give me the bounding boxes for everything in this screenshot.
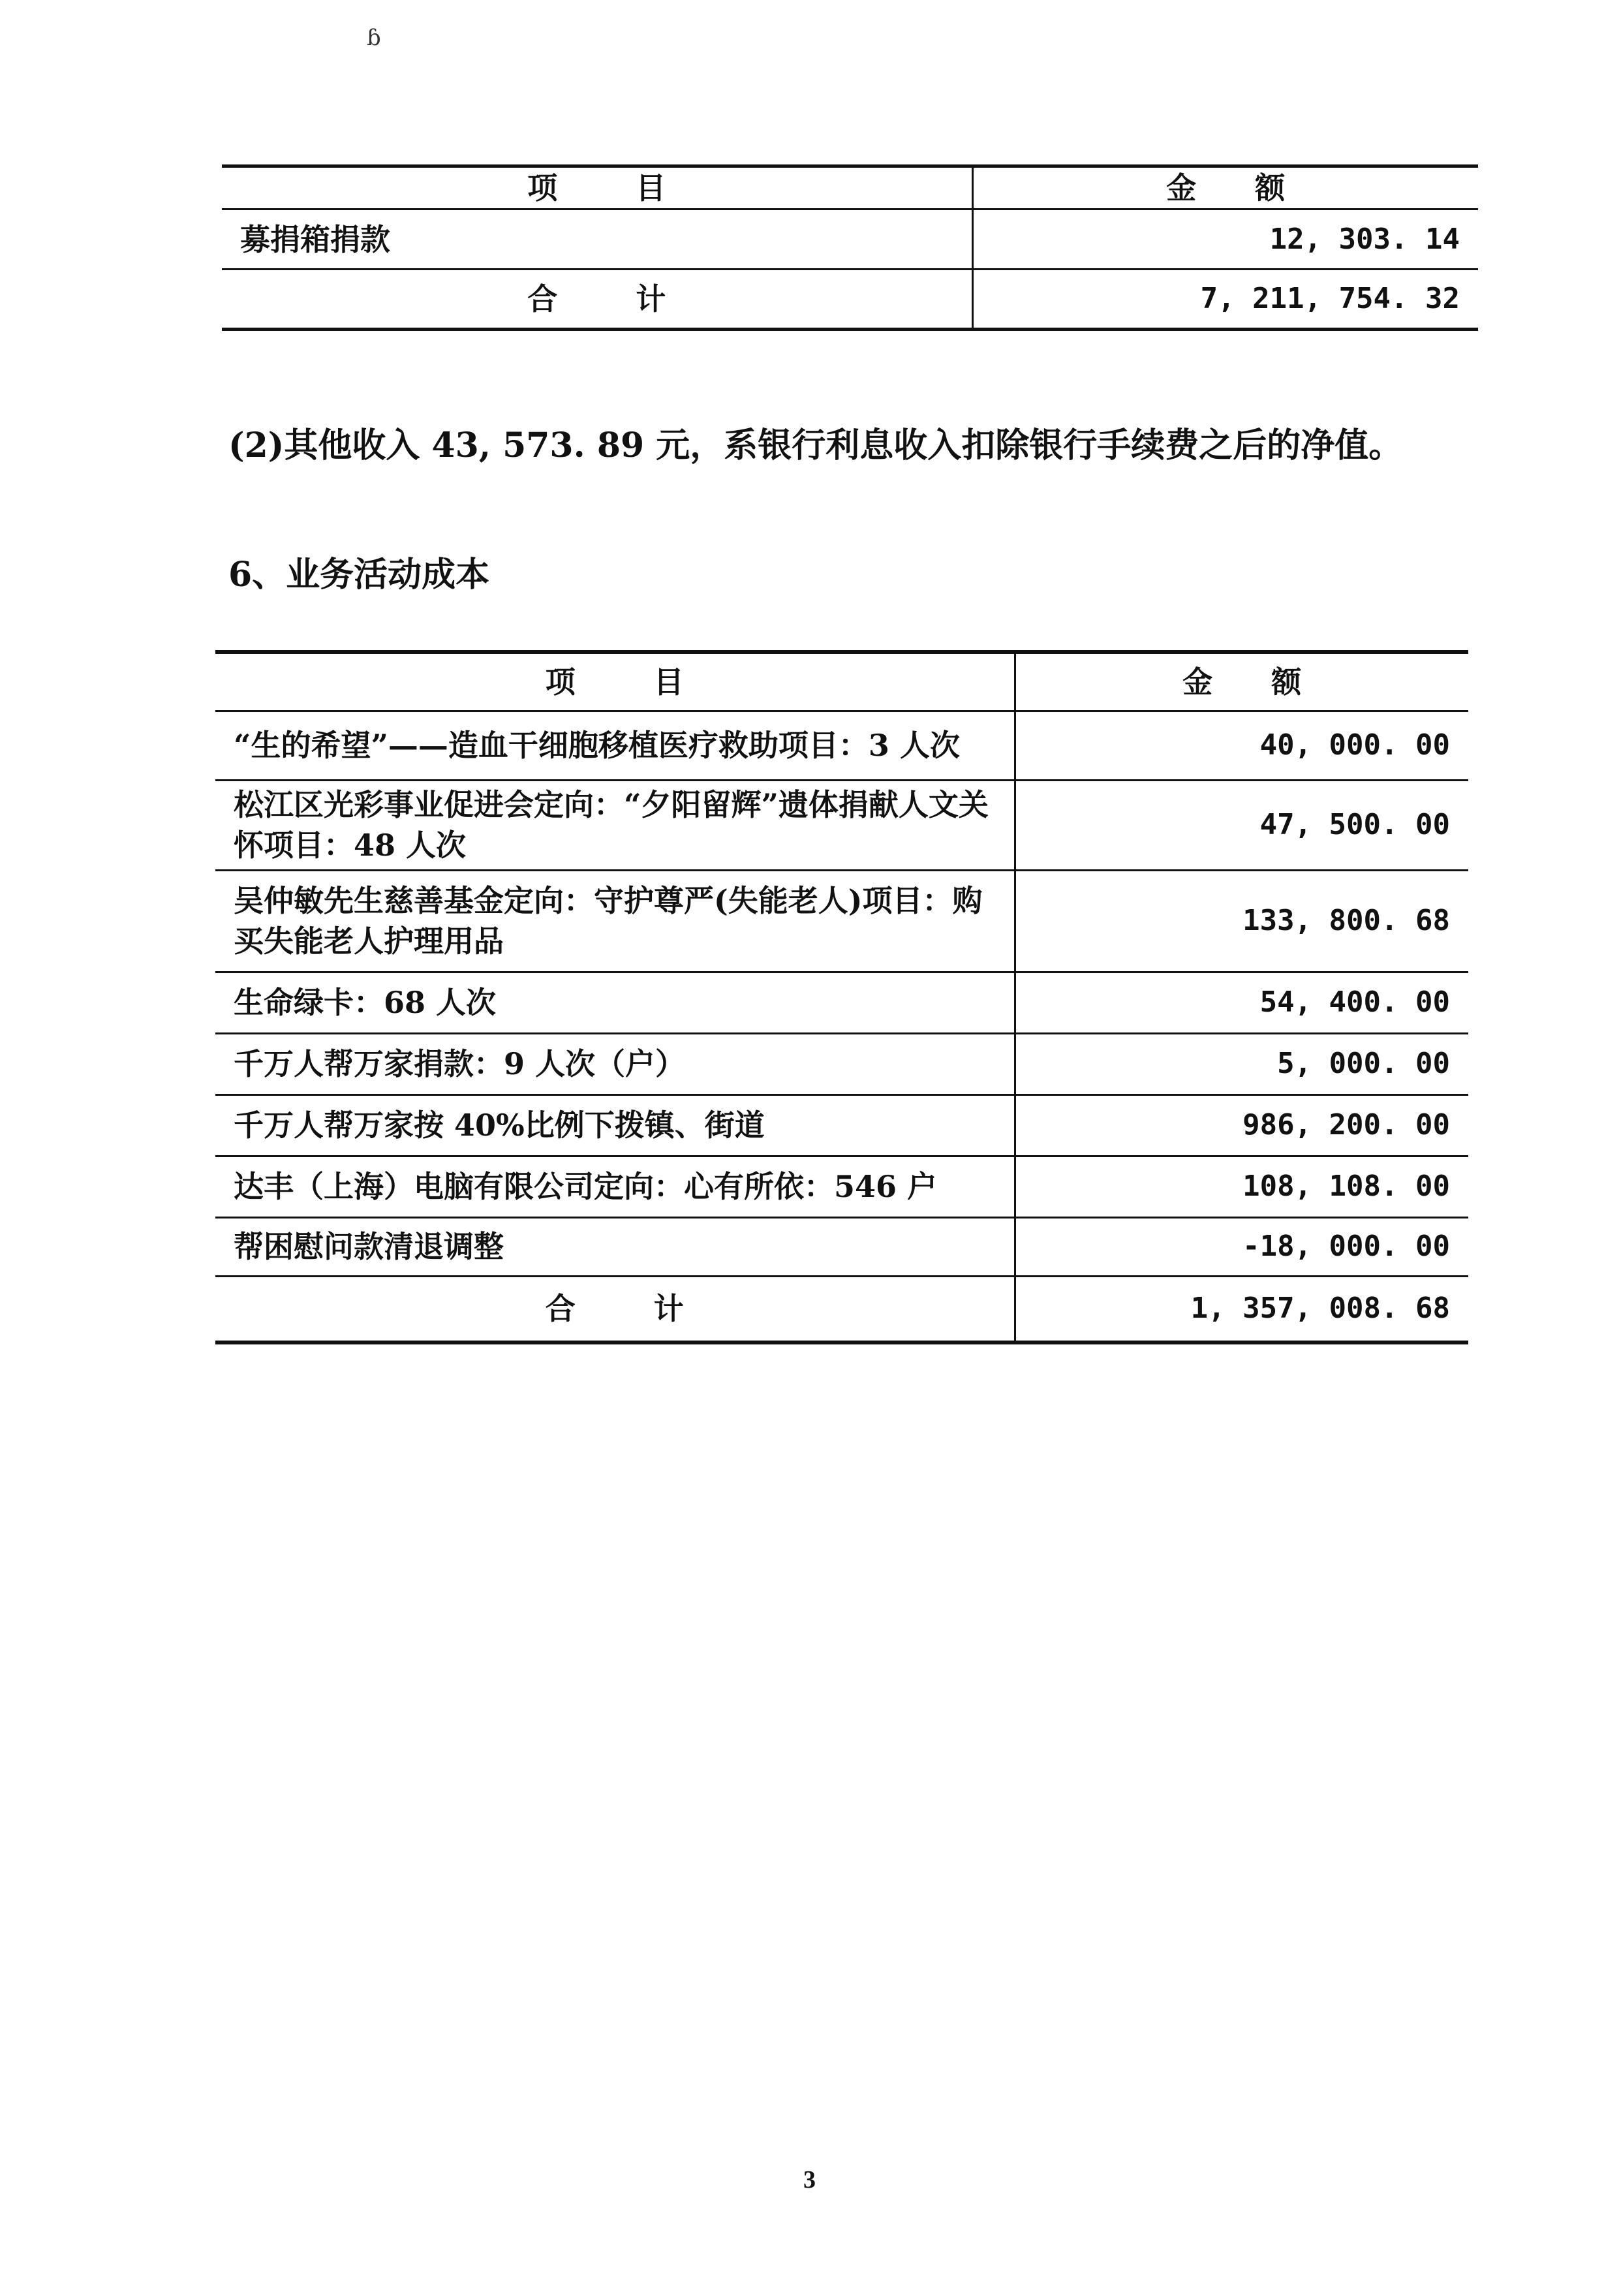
- table-row: [222, 209, 1478, 270]
- table-row: [215, 972, 1468, 1033]
- row-amount: 986, 200. 00: [1015, 1094, 1468, 1156]
- table-row: [215, 870, 1468, 972]
- row-amount: 133, 800. 68: [1015, 870, 1468, 972]
- header-amount: 金 额: [1015, 652, 1468, 711]
- row-item: 千万人帮万家捐款：9 人次（户）: [215, 1033, 1015, 1094]
- row-amount: 5, 000. 00: [1015, 1033, 1468, 1094]
- scan-mark: ɓ: [367, 25, 381, 51]
- total-amount: 1, 357, 008. 68: [1015, 1276, 1468, 1342]
- row-item: “生的希望”——造血干细胞移植医疗救助项目：3 人次: [215, 711, 1015, 780]
- table-row: [215, 711, 1468, 780]
- header-amount: 金 额: [972, 166, 1478, 209]
- row-item: 松江区光彩事业促进会定向：“夕阳留辉”遗体捐献人文关怀项目：48 人次: [215, 780, 1015, 870]
- row-item: 募捐箱捐款: [222, 209, 972, 270]
- table-row: [215, 780, 1468, 870]
- table-row: [215, 1094, 1468, 1156]
- table-row: [215, 1217, 1468, 1276]
- row-item: 千万人帮万家按 40%比例下拨镇、街道: [215, 1094, 1015, 1156]
- total-amount: 7, 211, 754. 32: [972, 270, 1478, 330]
- table-row: [215, 1033, 1468, 1094]
- total-label: 合 计: [222, 270, 972, 330]
- row-amount: 47, 500. 00: [1015, 780, 1468, 870]
- table-total-row: [222, 270, 1478, 330]
- other-income-note: (2)其他收入 43, 573. 89 元，系银行利息收入扣除银行手续费之后的净值。: [228, 426, 1403, 465]
- table-row: [215, 1156, 1468, 1217]
- table-total-row: [215, 1276, 1468, 1342]
- page-number: 3: [803, 2166, 816, 2194]
- row-item: 吴仲敏先生慈善基金定向：守护尊严(失能老人)项目：购买失能老人护理用品: [215, 870, 1015, 972]
- header-item: 项 目: [215, 652, 1015, 711]
- row-amount: 54, 400. 00: [1015, 972, 1468, 1033]
- row-item: 达丰（上海）电脑有限公司定向：心有所依：546 户: [215, 1156, 1015, 1217]
- row-item: 帮困慰问款清退调整: [215, 1217, 1015, 1276]
- row-amount: -18, 000. 00: [1015, 1217, 1468, 1276]
- income-table: [222, 164, 1478, 331]
- header-item: 项 目: [222, 166, 972, 209]
- table-header-row: [215, 652, 1468, 711]
- table-header-row: [222, 166, 1478, 209]
- cost-table: [215, 650, 1468, 1344]
- row-amount: 108, 108. 00: [1015, 1156, 1468, 1217]
- total-label: 合 计: [215, 1276, 1015, 1342]
- section-title: 6、业务活动成本: [228, 555, 490, 595]
- row-item: 生命绿卡：68 人次: [215, 972, 1015, 1033]
- row-amount: 12, 303. 14: [972, 209, 1478, 270]
- row-amount: 40, 000. 00: [1015, 711, 1468, 780]
